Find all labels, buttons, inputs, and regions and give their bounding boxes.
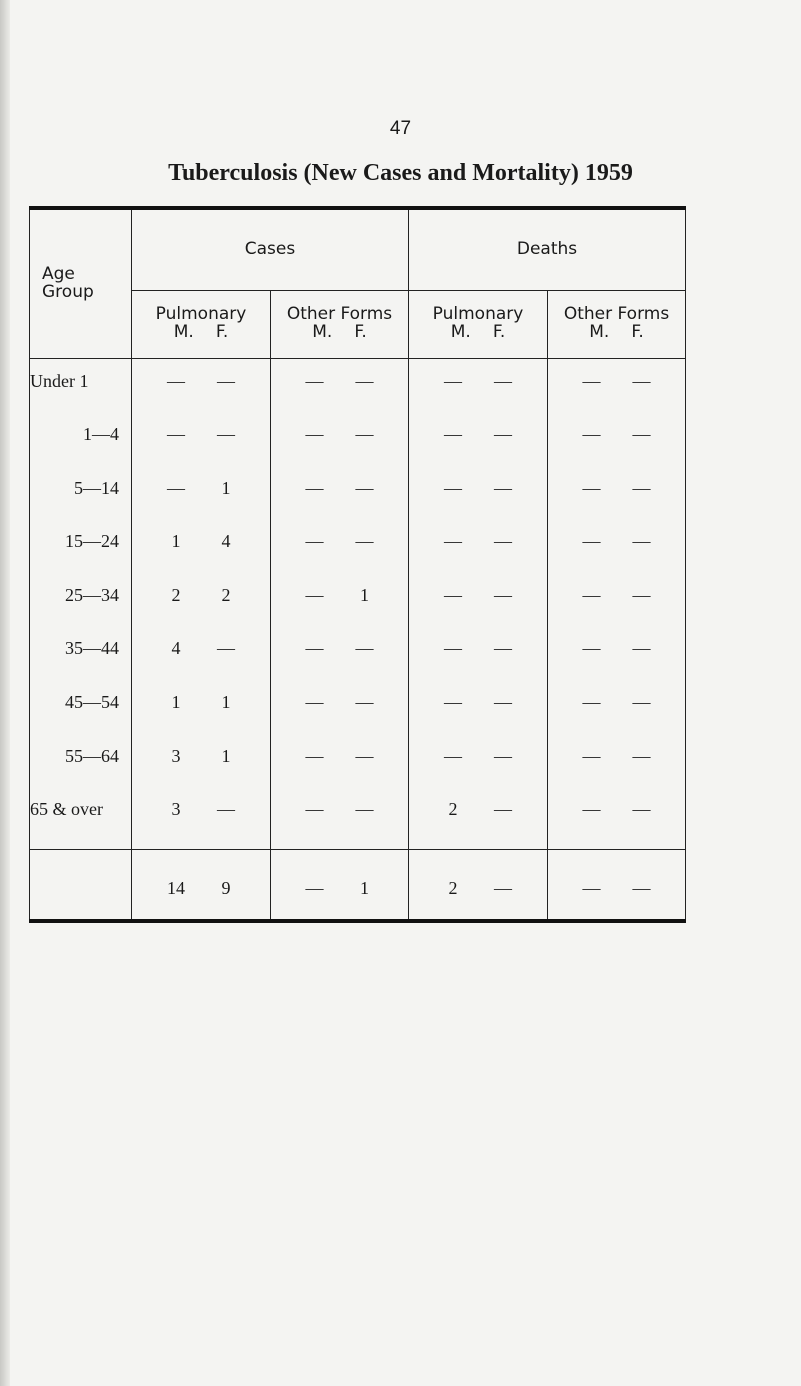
value-m: —: [305, 370, 324, 391]
value-f: —: [494, 370, 512, 391]
value-m: —: [167, 424, 185, 445]
value-m: —: [305, 477, 324, 498]
table-row: [409, 795, 547, 849]
value-m: —: [444, 477, 462, 498]
value-m: —: [582, 584, 601, 605]
value-f: —: [217, 799, 235, 820]
value-m: —: [582, 477, 601, 498]
page-binding-edge: [0, 0, 10, 1386]
age-group-label: 45—54: [65, 692, 119, 713]
age-group-label: Under 1: [30, 370, 89, 391]
value-f: —: [494, 745, 512, 766]
table-row: [548, 527, 685, 581]
age-group-label: 65 & over: [30, 799, 103, 820]
value-f: —: [632, 638, 651, 659]
value-m: —: [444, 370, 462, 391]
cases-pulmonary-column: [132, 358, 271, 849]
value-f: —: [217, 638, 235, 659]
totals-label-cell: [30, 849, 132, 921]
value-m: —: [444, 745, 462, 766]
value-m: —: [305, 745, 324, 766]
value-m: —: [582, 638, 601, 659]
total-deaths-pulmonary: 2 —: [409, 849, 548, 921]
value-f: —: [355, 531, 374, 552]
cases-pulmonary-header: Pulmonary M. F.: [132, 290, 271, 358]
value-m: —: [305, 424, 324, 445]
table-row: [132, 581, 270, 635]
table-row: [409, 527, 547, 581]
value-f: 1: [221, 692, 231, 713]
age-group-label: 15—24: [65, 531, 119, 552]
value-f: —: [494, 799, 512, 820]
table-row: [132, 634, 270, 688]
table-row: [271, 742, 408, 796]
value-f: —: [632, 477, 651, 498]
value-m: —: [582, 531, 601, 552]
value-f: —: [632, 692, 651, 713]
value-m: —: [444, 584, 462, 605]
value-f: —: [217, 424, 235, 445]
value-m: —: [444, 692, 462, 713]
table-row: [271, 527, 408, 581]
table-row: [548, 795, 685, 849]
tuberculosis-table: [29, 206, 685, 898]
age-group-label: 1—4: [83, 424, 119, 445]
age-group-label: 25—34: [65, 584, 119, 605]
value-m: —: [305, 692, 324, 713]
value-f: —: [355, 477, 374, 498]
table-row: [548, 420, 685, 474]
value-m: —: [582, 424, 601, 445]
cases-other-forms-column: [271, 358, 409, 849]
value-m: —: [167, 370, 185, 391]
table-row: [409, 420, 547, 474]
table-row: [409, 742, 547, 796]
value-m: 4: [171, 638, 181, 659]
deaths-pulmonary-column: [409, 358, 548, 849]
value-m: —: [167, 477, 185, 498]
age-group-label: 55—64: [65, 745, 119, 766]
table-row: [548, 581, 685, 635]
value-m: 3: [171, 745, 181, 766]
table-row: [132, 688, 270, 742]
value-f: —: [217, 370, 235, 391]
value-f: —: [355, 370, 374, 391]
value-m: —: [582, 799, 601, 820]
table-row: [409, 474, 547, 528]
page-title: Tuberculosis (New Cases and Mortality) 1959: [168, 160, 633, 186]
total-deaths-other-forms: — —: [548, 849, 686, 921]
value-m: —: [444, 531, 462, 552]
value-f: 1: [221, 477, 231, 498]
value-m: —: [582, 692, 601, 713]
age-group-header: Age Group: [30, 208, 132, 358]
table-row: [271, 420, 408, 474]
table-row: [271, 581, 408, 635]
age-group-label: 5—14: [74, 477, 119, 498]
value-f: —: [355, 424, 374, 445]
table-row: [271, 474, 408, 528]
table-row: [132, 474, 270, 528]
value-f: —: [494, 638, 512, 659]
value-f: —: [632, 424, 651, 445]
value-f: —: [494, 424, 512, 445]
value-f: 4: [221, 531, 231, 552]
table-row: [409, 688, 547, 742]
value-f: —: [355, 692, 374, 713]
table-row: [271, 367, 408, 421]
value-m: 1: [171, 692, 181, 713]
table-row: [548, 474, 685, 528]
value-m: —: [305, 638, 324, 659]
table-row: [409, 581, 547, 635]
table-row: [548, 367, 685, 421]
value-f: —: [494, 692, 512, 713]
value-f: —: [632, 745, 651, 766]
deaths-pulmonary-header: Pulmonary M. F.: [409, 290, 548, 358]
value-f: —: [632, 531, 651, 552]
page-number: 47: [389, 118, 412, 139]
value-f: —: [355, 638, 374, 659]
table-row: [548, 742, 685, 796]
value-m: 2: [448, 799, 458, 820]
table-row: [132, 742, 270, 796]
value-f: —: [355, 745, 374, 766]
table-row: [271, 688, 408, 742]
value-m: 1: [171, 531, 181, 552]
table-row: [132, 367, 270, 421]
table-row: [132, 795, 270, 849]
value-m: —: [305, 531, 324, 552]
age-group-label: 35—44: [65, 638, 119, 659]
deaths-other-forms-header: Other Forms M. F.: [548, 290, 686, 358]
deaths-other-forms-column: [548, 358, 686, 849]
value-m: —: [444, 638, 462, 659]
value-f: —: [494, 584, 512, 605]
value-f: —: [632, 370, 651, 391]
table-row: [132, 420, 270, 474]
table-row: [132, 527, 270, 581]
deaths-header: Deaths: [409, 208, 686, 290]
table-row: [271, 795, 408, 849]
value-f: —: [355, 799, 374, 820]
value-f: 2: [221, 584, 231, 605]
age-group-column: [30, 358, 132, 849]
value-m: —: [582, 370, 601, 391]
value-f: —: [632, 799, 651, 820]
table-row: [548, 688, 685, 742]
cases-header: Cases: [132, 208, 409, 290]
value-f: —: [494, 477, 512, 498]
value-f: —: [494, 531, 512, 552]
table-row: [548, 634, 685, 688]
table-row: [271, 634, 408, 688]
cases-other-forms-header: Other Forms M. F.: [271, 290, 409, 358]
value-m: 3: [171, 799, 181, 820]
total-cases-other-forms: — 1: [271, 849, 409, 921]
value-m: 2: [171, 584, 181, 605]
value-m: —: [582, 745, 601, 766]
value-f: 1: [221, 745, 231, 766]
total-cases-pulmonary: 14 9: [132, 849, 271, 921]
value-m: —: [444, 424, 462, 445]
table-row: [409, 634, 547, 688]
table-row: [409, 367, 547, 421]
value-m: —: [305, 799, 324, 820]
value-f: 1: [360, 584, 369, 605]
value-m: —: [305, 584, 324, 605]
value-f: —: [632, 584, 651, 605]
